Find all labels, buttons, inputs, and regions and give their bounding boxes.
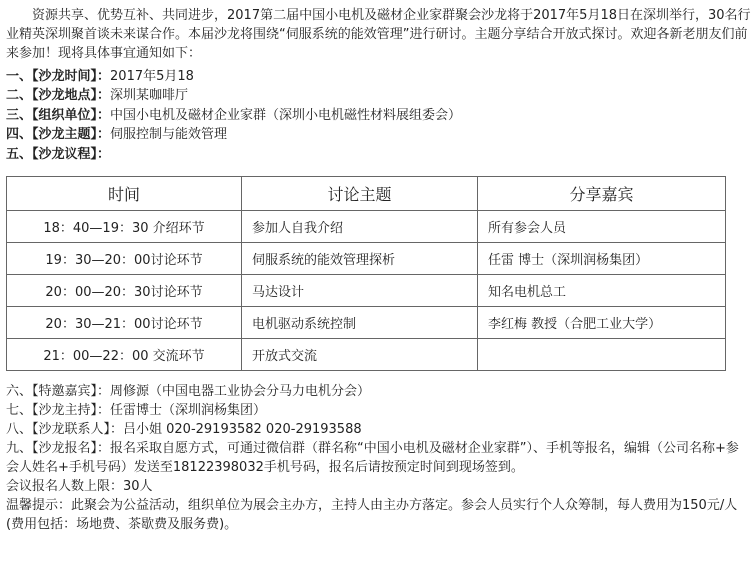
section-number: 四、 xyxy=(6,127,33,143)
attendance-limit-line: 会议报名人数上限：30人 xyxy=(6,479,153,494)
section-key: 【沙龙时间】： xyxy=(32,69,111,84)
section-value: 中国小电机及磁材企业家群（深圳小电机磁性材料展组委会） xyxy=(110,107,462,123)
details-section xyxy=(6,382,751,534)
cell-topic: 参加人自我介绍 xyxy=(242,211,478,243)
registration-line: 九、【沙龙报名】：报名采取自愿方式，可通过微信群（群名称“中国小电机及磁材企业家群”）、手机等报名，编辑（公司名称+参会人姓名+手机号码）发送至18122398032手机号码，报名后请按预定时间到现场签到。 xyxy=(6,441,739,475)
agenda-table xyxy=(6,176,726,371)
section-organizer xyxy=(6,106,751,125)
cell-speaker: 所有参会人员 xyxy=(478,211,726,243)
section-key: 【沙龙地点】： xyxy=(32,88,111,104)
cell-topic: 电机驱动系统控制 xyxy=(242,307,478,339)
section-key: 【组织单位】： xyxy=(32,107,111,123)
cell-speaker: 李红梅 教授（合肥工业大学） xyxy=(478,307,726,339)
section-number: 二、 xyxy=(6,88,33,104)
cell-topic: 开放式交流 xyxy=(242,339,478,371)
section-number: 一、 xyxy=(6,69,33,84)
cell-topic: 伺服系统的能效管理探析 xyxy=(242,243,478,275)
section-number: 五、 xyxy=(6,146,33,162)
cell-speaker xyxy=(478,339,726,371)
cell-time: 21：00—22：00 交流环节 xyxy=(7,339,242,371)
section-agenda xyxy=(6,145,751,164)
section-value: 伺服控制与能效管理 xyxy=(110,127,228,143)
section-location xyxy=(6,86,751,105)
table-row xyxy=(7,243,726,275)
section-number: 三、 xyxy=(6,107,33,123)
table-row xyxy=(7,211,726,243)
agenda-header-row xyxy=(7,177,726,211)
table-row xyxy=(7,339,726,371)
cell-speaker: 知名电机总工 xyxy=(478,275,726,307)
host-line: 七、【沙龙主持】：任雷博士（深圳润杨集团） xyxy=(6,403,267,418)
table-row xyxy=(7,275,726,307)
header-speaker: 分享嘉宾 xyxy=(478,177,726,211)
header-topic: 讨论主题 xyxy=(242,177,478,211)
header-time: 时间 xyxy=(7,177,242,211)
reminder-line: 温馨提示：此聚会为公益活动，组织单位为展会主办方，主持人由主办方落定。参会人员实行个人众筹制，每人费用为150元/人 (费用包括：场地费、茶歇费及服务费)。 xyxy=(6,498,738,532)
cell-time: 20：30—21：00讨论环节 xyxy=(7,307,242,339)
section-value: 2017年5月18 xyxy=(110,69,194,84)
section-key: 【沙龙议程】： xyxy=(32,146,111,162)
section-value: 深圳某咖啡厅 xyxy=(110,88,189,104)
special-guest-line: 六、【特邀嘉宾】：周修源（中国电器工业协会分马力电机分会） xyxy=(6,384,371,399)
table-row xyxy=(7,307,726,339)
section-theme xyxy=(6,125,751,144)
contact-line: 八、【沙龙联系人】：吕小姐 020-29193582 020-29193588 xyxy=(6,422,362,437)
cell-time: 18：40—19：30 介绍环节 xyxy=(7,211,242,243)
intro-paragraph: 资源共享、优势互补、共同进步，2017第二届中国小电机及磁材企业家群聚会沙龙将于2017年5月18日在深圳举行，30名行业精英深圳聚首谈未来谋合作。本届沙龙将围绕“伺服系统的能效管理”进行研讨。主题分享结合开放式探讨。欢迎各新老朋友们前来参加！现将具体事宜通知如下： xyxy=(6,8,751,61)
cell-time: 20：00—20：30讨论环节 xyxy=(7,275,242,307)
section-list xyxy=(6,67,751,164)
cell-speaker: 任雷 博士（深圳润杨集团） xyxy=(478,243,726,275)
section-time xyxy=(6,67,751,86)
cell-time: 19：30—20：00讨论环节 xyxy=(7,243,242,275)
cell-topic: 马达设计 xyxy=(242,275,478,307)
section-key: 【沙龙主题】： xyxy=(32,127,111,143)
